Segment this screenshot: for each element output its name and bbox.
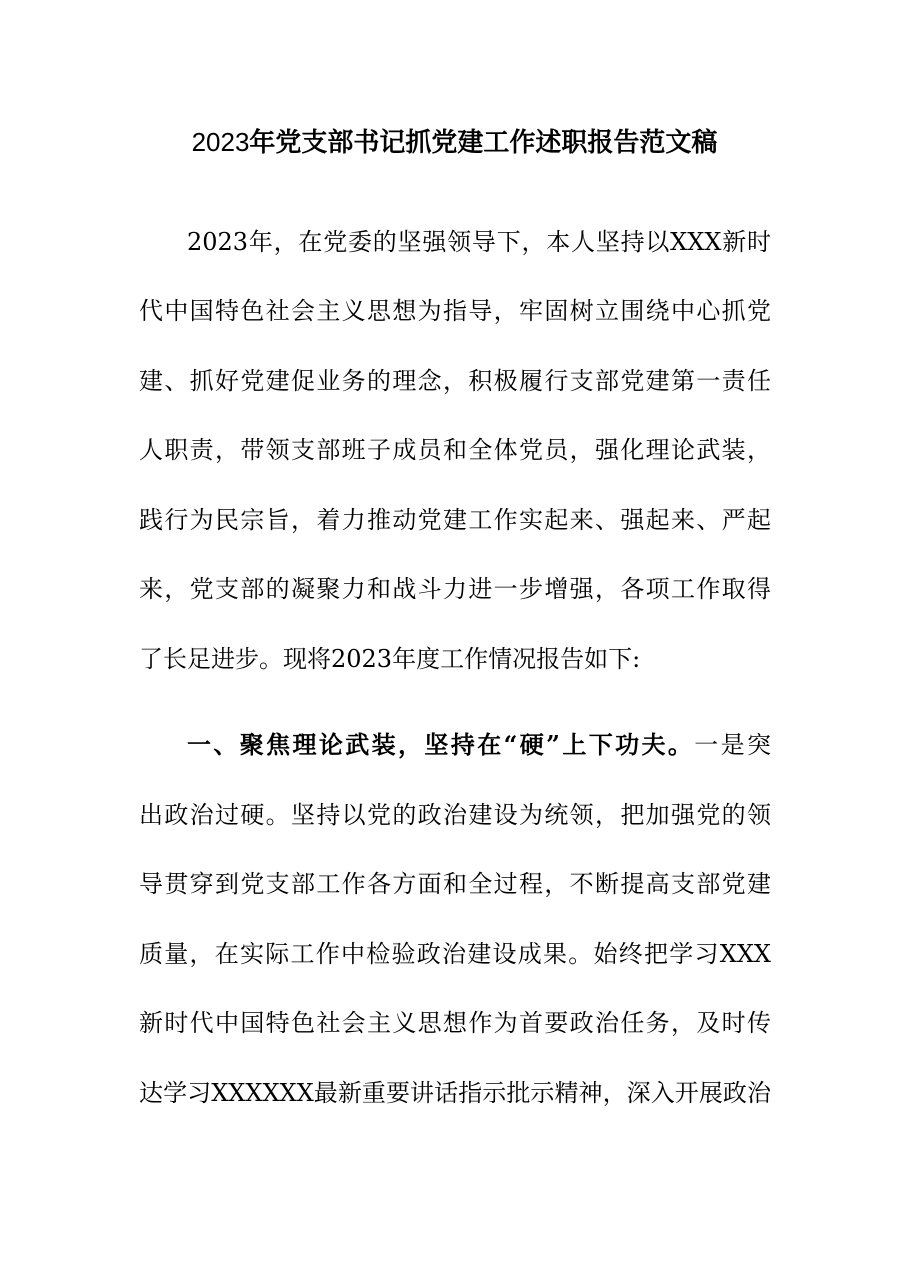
paragraph1-line: 建、抓好党建促业务的理念，积极履行支部党建第一责任: [139, 367, 771, 395]
paragraph1-line: 了长足进步。现将2023年度工作情况报告如下:: [139, 645, 641, 673]
title-text: 年党支部书记抓党建工作述职报告范文稿: [249, 128, 718, 158]
paragraph1-line: 2023年，在党委的坚强领导下，本人坚持以XXX新时: [187, 228, 771, 256]
document-title: [0, 120, 909, 165]
paragraph2-line: 达学习XXXXXX最新重要讲话指示批示精神，深入开展政治: [139, 1079, 771, 1107]
paragraph1-line: 人职责，带领支部班子成员和全体党员，强化理论武装，: [139, 436, 771, 464]
paragraph2-line: 新时代中国特色社会主义思想作为首要政治任务，及时传: [139, 1009, 771, 1037]
paragraph2-line: 导贯穿到党支部工作各方面和全过程，不断提高支部党建: [139, 870, 771, 898]
section1-heading: 一、聚焦理论武装，坚持在“硬”上下功夫。: [187, 730, 695, 759]
title-year: 2023: [191, 127, 250, 157]
paragraph1-line: 践行为民宗旨，着力推动党建工作实起来、强起来、严起: [139, 506, 771, 534]
section1-heading-line: [187, 725, 771, 765]
paragraph1-line: 来，党支部的凝聚力和战斗力进一步增强，各项工作取得: [139, 575, 771, 603]
paragraph2-line: 出政治过硬。坚持以党的政治建设为统领，把加强党的领: [139, 801, 771, 829]
paragraph1-line: 代中国特色社会主义思想为指导，牢固树立围绕中心抓党: [139, 297, 771, 325]
paragraph2-line: 质量，在实际工作中检验政治建设成果。始终把学习XXX: [139, 940, 771, 968]
section1-heading-tail: 一是突: [694, 731, 772, 759]
